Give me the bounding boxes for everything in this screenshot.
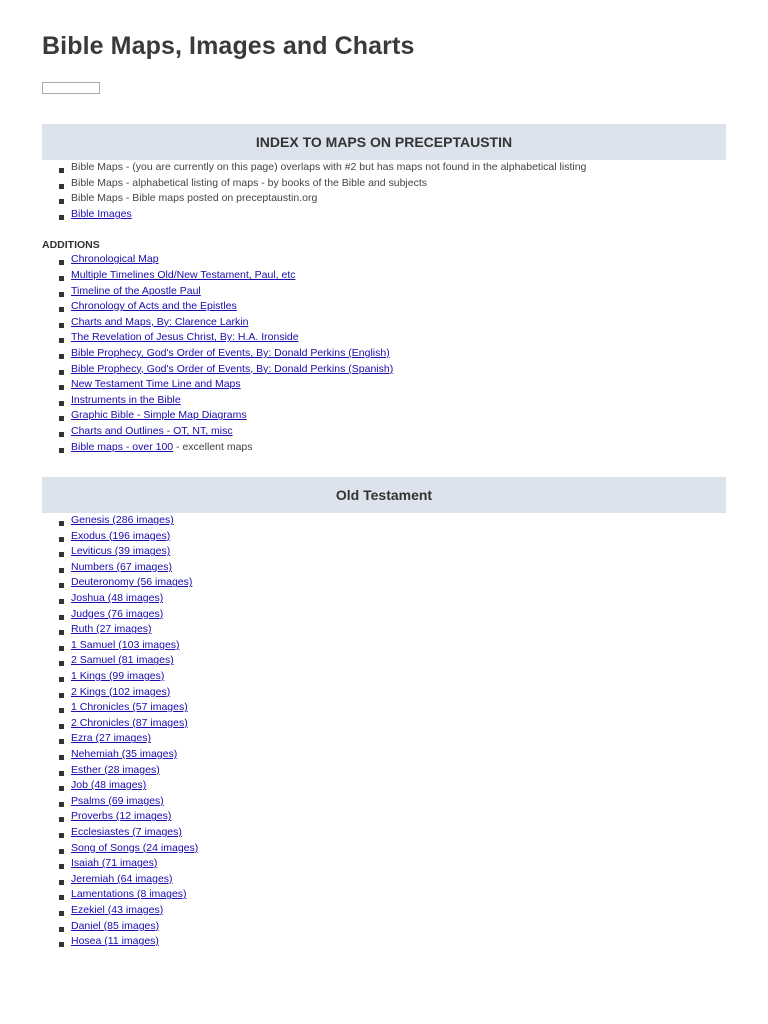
book-link[interactable]: Numbers (67 images) xyxy=(71,560,172,573)
book-link[interactable]: 2 Samuel (81 images) xyxy=(71,654,174,667)
list-item xyxy=(54,207,726,223)
additions-link[interactable]: New Testament Time Line and Maps xyxy=(71,378,241,391)
book-link[interactable]: Joshua (48 images) xyxy=(71,592,164,605)
book-link[interactable]: Leviticus (39 images) xyxy=(71,545,171,558)
blank-input-box[interactable] xyxy=(42,82,100,94)
list-item xyxy=(54,529,726,545)
list-item xyxy=(54,544,726,560)
link-suffix-text: - excellent maps xyxy=(173,440,253,453)
list-item xyxy=(54,763,726,779)
additions-link[interactable]: Bible Prophecy, God's Order of Events, By: Donald Perkins (Spanish) xyxy=(71,362,394,375)
list-item xyxy=(54,575,726,591)
additions-heading: ADDITIONS xyxy=(42,239,100,252)
book-link[interactable]: Ecclesiastes (7 images) xyxy=(71,825,182,838)
list-item xyxy=(54,919,726,935)
additions-link[interactable]: Instruments in the Bible xyxy=(71,393,181,406)
additions-link[interactable]: Bible Prophecy, God's Order of Events, By: Donald Perkins (English) xyxy=(71,346,390,359)
book-link[interactable]: Ruth (27 images) xyxy=(71,623,152,636)
book-link[interactable]: 2 Chronicles (87 images) xyxy=(71,716,188,729)
book-link[interactable]: Job (48 images) xyxy=(71,779,147,792)
list-item xyxy=(54,191,726,207)
index-section-heading: INDEX TO MAPS ON PRECEPTAUSTIN xyxy=(42,124,726,160)
list-item xyxy=(54,252,726,268)
book-link[interactable]: Ezekiel (43 images) xyxy=(71,903,164,916)
list-item xyxy=(54,669,726,685)
book-link[interactable]: Lamentations (8 images) xyxy=(71,888,187,901)
list-item xyxy=(54,700,726,716)
book-link[interactable]: Nehemiah (35 images) xyxy=(71,748,178,760)
additions-link[interactable]: Graphic Bible - Simple Map Diagrams xyxy=(71,409,247,422)
book-link[interactable]: 1 Chronicles (57 images) xyxy=(71,701,188,714)
old-testament-list xyxy=(42,513,726,950)
book-link[interactable]: Judges (76 images) xyxy=(71,607,164,620)
list-item-text: Bible Maps - alphabetical listing of maps - by books of the Bible and subjects xyxy=(71,176,428,189)
book-link[interactable]: 1 Kings (99 images) xyxy=(71,670,165,683)
book-link[interactable]: Exodus (196 images) xyxy=(71,529,171,542)
book-link[interactable]: Song of Songs (24 images) xyxy=(71,841,199,854)
list-item xyxy=(54,591,726,607)
list-item xyxy=(54,731,726,747)
list-item xyxy=(54,330,726,346)
list-item xyxy=(54,794,726,810)
list-item xyxy=(54,424,726,440)
list-item xyxy=(54,685,726,701)
list-item-text: Bible Maps - (you are currently on this page) overlaps with #2 but has maps not found in the alphabetical listing xyxy=(71,161,587,173)
book-link[interactable]: 2 Kings (102 images) xyxy=(71,685,171,698)
additions-link[interactable]: Charts and Maps, By: Clarence Larkin xyxy=(71,315,249,328)
bible-maps-over-100-link[interactable]: Bible maps - over 100 xyxy=(71,440,174,453)
additions-link[interactable]: Chronological Map xyxy=(71,253,159,266)
additions-list xyxy=(42,252,726,455)
additions-link[interactable]: The Revelation of Jesus Christ, By: H.A. Ironside xyxy=(71,331,299,344)
list-item xyxy=(54,408,726,424)
list-item xyxy=(54,872,726,888)
list-item xyxy=(54,716,726,732)
additions-link[interactable]: Chronology of Acts and the Epistles xyxy=(71,300,237,313)
list-item xyxy=(54,513,726,529)
book-link[interactable]: Hosea (11 images) xyxy=(71,935,159,948)
list-item xyxy=(54,903,726,919)
book-link[interactable]: Deuteronomy (56 images) xyxy=(71,576,193,589)
list-item-text: Bible Maps - Bible maps posted on preceptaustin.org xyxy=(71,192,318,205)
list-item xyxy=(54,856,726,872)
list-item xyxy=(54,315,726,331)
list-item xyxy=(54,393,726,409)
list-item xyxy=(54,825,726,841)
list-item xyxy=(54,176,726,192)
list-item xyxy=(54,160,726,176)
list-item xyxy=(54,284,726,300)
list-item xyxy=(54,841,726,857)
book-link[interactable]: Jeremiah (64 images) xyxy=(71,872,173,885)
list-item xyxy=(54,778,726,794)
old-testament-heading: Old Testament xyxy=(42,477,726,513)
bible-images-link[interactable]: Bible Images xyxy=(71,207,132,220)
list-item xyxy=(54,268,726,284)
list-item xyxy=(54,638,726,654)
list-item xyxy=(54,809,726,825)
book-link[interactable]: Genesis (286 images) xyxy=(71,514,174,527)
book-link[interactable]: Ezra (27 images) xyxy=(71,732,151,745)
book-link[interactable]: Esther (28 images) xyxy=(71,763,160,776)
additions-link[interactable]: Multiple Timelines Old/New Testament, Paul, etc xyxy=(71,268,296,281)
page-title: Bible Maps, Images and Charts xyxy=(42,32,415,60)
list-item xyxy=(54,560,726,576)
list-item xyxy=(54,653,726,669)
list-item xyxy=(54,362,726,378)
additions-link[interactable]: Timeline of the Apostle Paul xyxy=(71,284,201,297)
list-item xyxy=(54,622,726,638)
book-link[interactable]: Isaiah (71 images) xyxy=(71,857,158,870)
list-item xyxy=(54,934,726,950)
index-list xyxy=(42,160,726,222)
additions-link[interactable]: Charts and Outlines - OT, NT, misc xyxy=(71,424,233,437)
list-item xyxy=(54,747,726,763)
list-item xyxy=(54,607,726,623)
list-item xyxy=(54,377,726,393)
book-link[interactable]: Psalms (69 images) xyxy=(71,794,164,807)
book-link[interactable]: Daniel (85 images) xyxy=(71,919,160,932)
list-item xyxy=(54,346,726,362)
list-item xyxy=(54,440,726,456)
book-link[interactable]: Proverbs (12 images) xyxy=(71,810,172,823)
book-link[interactable]: 1 Samuel (103 images) xyxy=(71,638,180,651)
list-item xyxy=(54,299,726,315)
list-item xyxy=(54,887,726,903)
